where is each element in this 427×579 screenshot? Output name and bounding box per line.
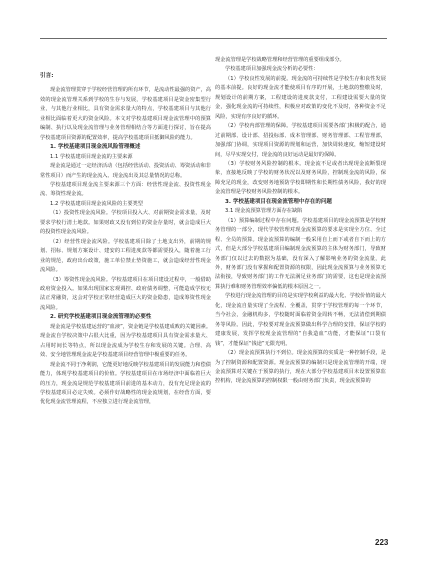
right-paragraph-5: 学校进行现金流管理的目的是实现学校利益的最大化、学校价值的最大化，现金流自量实现了全流程、全覆盖，贯穿于学校管理的每一个环节，当今社会，金融机构多，学校随时面临着资金周转不畅，无法清偿到期债务等风险。因此，学校要对现金流预算做出科学合理的安排，保证学校的建康发展，发挥学校现金流管理的“自我造血”功能，才能保证“口袋有钱”，才能保证“钱途”无限光明。 [215, 293, 386, 347]
section-1-heading: 1. 学校基建项目现金流风险管理概述 [50, 144, 141, 151]
right-column [215, 56, 386, 387]
right-paragraph-2: （1）学校良性发展的前提。现金流的可持续性是学校生存和良性发展的基本前提。良好的现金流才能使项目有序的开展，土地款的整缴及时，规划设计的前期方案，工程建设的进度款支付，工程建设需要大量的资金，强化现金流的可持续性，积极应对政策的变化不及时，各种资金不足风险，实现有序良好的循环。 [215, 75, 386, 120]
section-3-1-paragraph-1: （1）预算编制过程中存在问题。学校基建项目的现金流预算是学校财务管理的一部分，现代学校管理对现金流预算的要求是实现全方位、全过程、全员的预算。现金流预算的编制一般采用自上而下或者自下而上的方式，但是大部分学校基建项目编制现金流预算的主体为财务部门，导致财务部门仅以过去的数据为基础，没有深入了解影响业务的资金流量，此外，财务部门没有掌握和配置资源的权限，因此现金流预算与业务预算无法衔接，导致财务部门的工作无法满足业务部门的需要，这也是现金流预算执行难和财务管理效率偏低的根本原因之一。 [215, 217, 386, 290]
section-1-1-paragraph-2: 学校基建项目现金流主要来源三个方面：经营性现金流、投资性现金流、筹资性现金流。 [40, 181, 211, 198]
section-1-2-paragraph-1: （1）投资性现金流风险。学校项目投入大、对前期资金需求量，及时要求学校行清土地款。如果财政又没有到位的资金存量时，就会造成巨大的投资性现金流风险。 [40, 210, 211, 236]
section-2-paragraph-2: 现金流不同于净利润，它能更好地反映学校基建项目的发展能力和偿债能力，体现学校基建项目的价值。学校基建项目在市场经济中面临着巨大的压力，现金流是规范学校基建项目前进的基本动力，没有充足现金流的学校基建项目必定失败。必须作好战略性的现金流规划，在经营方面，要优化现金流管理流程，不应独立进行现金流管理， [40, 361, 211, 406]
section-1-2-paragraph-2: （2）经营性现金流风险。学校基建项目除了土地支出外，前期的规划、招标、规划方案设计、建安的工程进度款等都需要投入，随着施工行业的规范，政府出台政策，施工单位禁止垫资施工，就会造成经营性现金流风险。 [40, 238, 211, 274]
section-2-paragraph-1: 现金流是学校基建运营的“血液”，资金链是学校基建成败的关键因素。现金流自学校决策中占很大比重，因为学校基建项目具有资金需求量大、占用时间长等特点，所以现金流成为学校生存和发展的关键。合理、高效、安全地管理现金流是学校基建项目经营管理中极重要的任务。 [40, 323, 212, 359]
right-paragraph-6: （2）现金流预算执行不到位。现金流预算的实质是一种控制手段，是为了控制资源和配置资源。现金流预算的编制只是现金流管理的开端，现金流预算对关键在于预算的执行，现在大部分学校基建项目未设置预算监控机构，现金流预算的控制权限一般由财务部门负责，现金流预算的 [215, 350, 386, 385]
section-2-heading: 2. 研究学校基建项目现金流管理的必要性 [50, 314, 152, 321]
section-1-1-paragraph-1: 现金流是通过一定经济活动（包括经营活动、投资活动、筹资活动和非常性项目）而产生的现金流入、现金流出及其总量情况的总称。 [40, 163, 211, 179]
section-2-extra-paragraph: 学校基建项目加强现金流分析的必要性： [225, 66, 319, 73]
section-1-1-heading: 1.1 学校基建项目现金流的主要来源 [50, 153, 133, 160]
intro-heading: 引言: [40, 73, 54, 79]
section-3-heading: 3. 学校基建项目在现金流管理中存在的问题 [225, 198, 332, 205]
header-rule [40, 38, 387, 39]
right-paragraph-1: 现金流管理是学校战略管理和经营管理的重要组成部分。 [215, 57, 345, 63]
right-paragraph-3: （2）学校内部管理的保障。学校基建项目需要各部门积极的配合，通过前期部、设计部、招投标部、成本管理部、财务管理部、工程管理部，加强部门协调，实现项目资源的规划和运营，加快周转速度，缩短建设时间，尽早实现交付，现金流的良好运动是最好的保障。 [215, 123, 386, 158]
section-1-2-heading: 1.2 学校基建项目现金流风险的主要类型 [50, 200, 143, 207]
right-paragraph-4: （3）学校财务风险控制的根本。现金流不足或者出现现金流断裂现象，直接地反映了学校的财务状况以及财务风险，控制现金流的风险，保障充足的现金，改变财务地预防学校即期性和长期性债务风险，我好的现金流管理是学校财务风险控制的根本。 [215, 160, 386, 196]
left-column [40, 72, 211, 408]
section-1-2-paragraph-3: （3）筹资性现金流风险。学校基建项目在项目建设过程中，一般借助政府资金投入。如果出现国家宏观调控、政府债务调整，可能造成学校无法正常融资，这会对学校正常经营造成巨大的资金隐患，造成筹资性现金流风险。 [40, 276, 211, 311]
intro-paragraph: 现金流管理贯穿于学校经营管理的所有环节，是流动性最强的资产，高效的现金流管理关系到学校的生存与发展，学校基建项目是资金密集型行业，与其他行业相比，具有资金需求量大的特点，学校基建项目与其他行业相比面临着更大的资金风险。本文对学校基建项目现金流管理中的预算编制、执行以及现金流管理与业务管理相结合等方面进行探讨，旨在提高学校基建项目资源的配置效率，提高学校基建项目抵御风险的能力。 [40, 87, 211, 141]
page-number: 223 [375, 538, 389, 547]
section-3-1-heading: 3.1 现金流预算管理方面存在缺陷 [225, 208, 303, 215]
